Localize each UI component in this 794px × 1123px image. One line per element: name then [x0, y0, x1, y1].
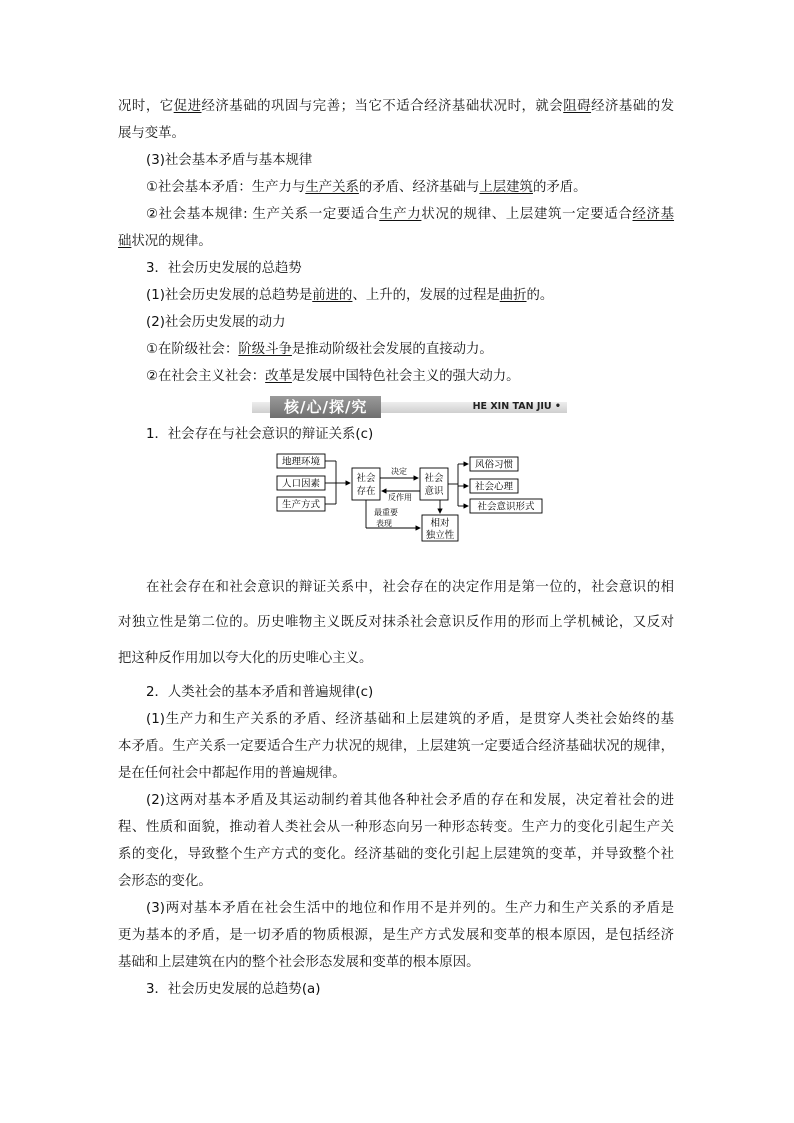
text-run: 的矛盾、经济基础与	[358, 180, 480, 195]
banner-label: 核/心/探/究	[270, 396, 381, 418]
text-line: (2)这两对基本矛盾及其运动制约着其他各种社会矛盾的存在和发展，决定着社会的进	[146, 793, 674, 808]
text-line: (1)生产力和生产关系的矛盾、经济基础和上层建筑的矛盾，是贯穿人类社会始终的基	[146, 712, 674, 727]
underlined-keyword: 曲折	[499, 288, 527, 303]
label-relative-2: 独立性	[425, 530, 455, 541]
text-run: 的。	[526, 288, 554, 303]
section-heading: 3．社会历史发展的总趋势	[146, 261, 302, 276]
text-line: 会形态的变化。	[118, 874, 212, 889]
text-line: 基础和上层建筑在内的整个社会形态发展和变革的根本原因。	[118, 955, 480, 970]
list-item	[146, 206, 674, 224]
label-customs: 风俗习惯	[474, 459, 514, 471]
text-run: ②在社会主义社会：	[146, 369, 266, 384]
list-item	[146, 314, 285, 332]
text-run: 状况的规律、上层建筑一定要适合	[421, 207, 633, 222]
text-run: 的矛盾。	[532, 180, 587, 195]
label-geography: 地理环境	[281, 456, 321, 468]
text-run: 况时，它	[118, 99, 174, 114]
text-line: 对独立性是第二位的。历史唯物主义既反对抹杀社会意识反作用的形而上学机械论，又反对	[118, 615, 674, 630]
text-run: ①社会基本矛盾：生产力与	[146, 180, 306, 195]
section-heading: 3．社会历史发展的总趋势(a)	[146, 982, 321, 997]
label-consciousness-forms: 社会意识形式	[477, 501, 535, 513]
underlined-keyword: 生产力	[379, 207, 422, 222]
text-run: 经济基础的巩固与完善；当它不适合经济基础状况时，就会	[201, 99, 564, 114]
text-run: 经济基础的发	[591, 99, 675, 114]
text-run: 是发展中国特色社会主义的强大动力。	[291, 369, 520, 384]
text-line: 本矛盾。生产关系一定要适合生产力状况的规律，上层建筑一定要适合经济基础状况的规律，	[118, 739, 674, 754]
text-line: 更为基本的矛盾，是一切矛盾的物质根源，是生产方式发展和变革的根本原因，是包括经济	[118, 928, 674, 943]
label-social-psychology: 社会心理	[474, 481, 514, 493]
underlined-keyword: 上层建筑	[479, 180, 533, 195]
list-item	[146, 341, 493, 359]
text-run: ②社会基本规律: 生产关系一定要适合	[146, 207, 380, 222]
text-line	[118, 98, 674, 116]
label-consciousness-1: 社会	[424, 473, 444, 484]
text-line: (3)两对基本矛盾在社会生活中的地位和作用不是并列的。生产力和生产关系的矛盾是	[146, 901, 674, 916]
text-run: 、上升的，发展的过程是	[352, 288, 500, 303]
text-line	[118, 233, 212, 251]
banner-pinyin: HE XIN TAN JIU •	[472, 401, 561, 412]
underlined-keyword: 阻碍	[563, 99, 592, 114]
list-item	[146, 179, 587, 197]
underlined-keyword: 前进的	[312, 288, 353, 303]
text-run: 状况的规律。	[131, 234, 212, 249]
section-banner	[252, 398, 567, 416]
section-heading: 2．人类社会的基本矛盾和普遍规律(c)	[146, 685, 374, 700]
label-consciousness-2: 意识	[424, 486, 444, 497]
text-line: 把这种反作用加以夸大化的历史唯心主义。	[118, 651, 373, 666]
text-run: 是推动阶级社会发展的直接动力。	[291, 342, 493, 357]
text-run: (1)社会历史发展的总趋势是	[146, 288, 313, 303]
label-relative-1: 相对	[430, 518, 450, 529]
text-line: 程、性质和面貌，推动着人类社会从一种形态向另一种形态转变。生产力的变化引起生产关	[118, 820, 674, 835]
list-item	[146, 368, 520, 386]
text-line	[118, 125, 185, 143]
label-population: 人口因素	[281, 478, 321, 490]
label-most-important-1: 最重要	[374, 508, 398, 517]
list-item	[146, 287, 553, 305]
subheading: (3)社会基本矛盾与基本规律	[146, 153, 313, 168]
underlined-keyword: 促进	[173, 99, 202, 114]
text-line: 是在任何社会中都起作用的普遍规律。	[118, 766, 346, 781]
label-most-important-2: 表现	[376, 519, 392, 528]
text-run: 展与变革。	[118, 126, 185, 141]
text-line: 在社会存在和社会意识的辩证关系中，社会存在的决定作用是第一位的，社会意识的相	[146, 580, 674, 595]
underlined-keyword: 改革	[265, 369, 292, 384]
underlined-keyword: 生产关系	[305, 180, 359, 195]
label-decide: 决定	[391, 467, 407, 476]
relationship-diagram	[270, 450, 560, 550]
underlined-keyword: 础	[118, 234, 132, 249]
text-run: ①在阶级社会：	[146, 342, 239, 357]
text-run: (2)社会历史发展的动力	[146, 315, 286, 330]
label-existence-2: 存在	[356, 486, 376, 497]
label-production-mode: 生产方式	[281, 499, 321, 511]
label-existence-1: 社会	[356, 473, 376, 484]
underlined-keyword: 阶级斗争	[238, 342, 292, 357]
label-reaction: 反作用	[388, 493, 412, 502]
section-heading: 1．社会存在与社会意识的辩证关系(c)	[146, 427, 374, 442]
text-line: 系的变化，导致整个生产方式的变化。经济基础的变化引起上层建筑的变革，并导致整个社	[118, 847, 674, 862]
underlined-keyword: 经济基	[632, 207, 675, 222]
